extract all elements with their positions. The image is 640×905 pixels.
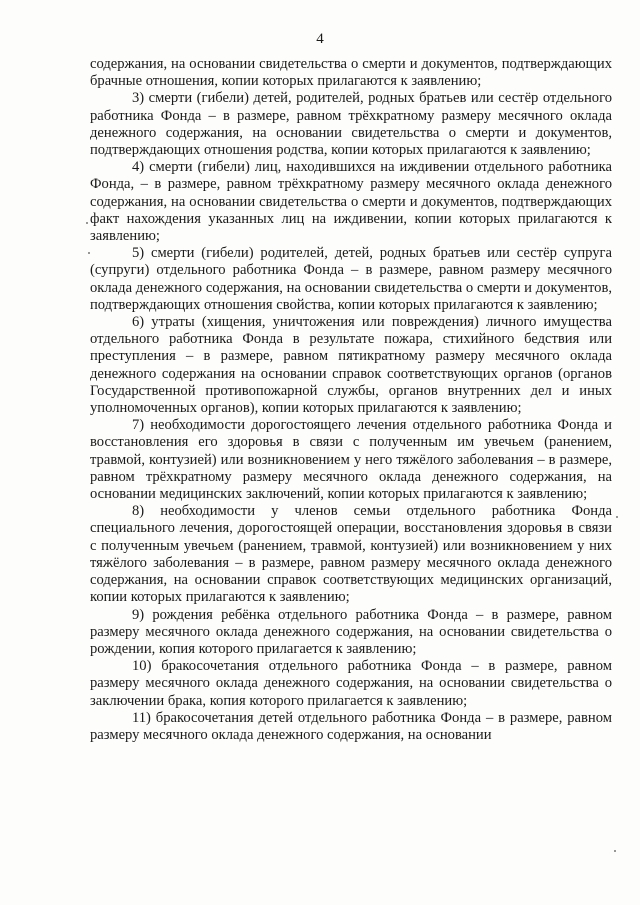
paragraph-item-4: 4) смерти (гибели) лиц, находившихся на иждивении отдельного работника Фонда, – в размере, равном трёхкратному размеру месячного оклада денежного содержания, на основании свидетельства о смерти и документов, подтверждающих факт нахождения указанных лиц на иждивении, копии которых прилагаются к заявлению; (90, 159, 612, 245)
paragraph-item-3: 3) смерти (гибели) детей, родителей, родных братьев или сестёр отдельного работника Фонда – в размере, равном трёхкратному размеру месячного оклада денежного содержания, на основании свидетельства о смерти и документов, подтверждающих отношения родства, копии которых прилагаются к заявлению; (90, 90, 612, 159)
page-number: 4 (316, 31, 324, 47)
scan-speck (616, 516, 618, 518)
scan-speck (88, 252, 90, 254)
scan-speck (614, 850, 616, 852)
paragraph-item-8: 8) необходимости у членов семьи отдельного работника Фонда специального лечения, дорогостоящей операции, восстановления здоровья в связи с полученным увечьем (ранением, травмой, контузией) или возникновением у них тяжёлого заболевания – в размере, равном размеру месячного оклада денежного содержания, на основании справок соответствующих медицинских организаций, копии которых прилагаются к заявлению; (90, 503, 612, 606)
scan-speck (86, 222, 88, 224)
paragraph-item-10: 10) бракосочетания отдельного работника Фонда – в размере, равном размеру месячного оклада денежного содержания, на основании свидетельства о заключении брака, копия которого прилагается к заявлению; (90, 658, 612, 709)
paragraph-item-11: 11) бракосочетания детей отдельного работника Фонда – в размере, равном размеру месячного оклада денежного содержания, на основании (90, 709, 612, 743)
paragraph-item-9: 9) рождения ребёнка отдельного работника Фонда – в размере, равном размеру месячного оклада денежного содержания, на основании свидетельства о рождении, копия которого прилагается к заявлению; (90, 606, 612, 657)
document-body (90, 56, 612, 744)
paragraph-continuation: содержания, на основании свидетельства о смерти и документов, подтверждающих брачные отношения, копии которых прилагаются к заявлению; (90, 56, 612, 90)
paragraph-item-5: 5) смерти (гибели) родителей, детей, родных братьев или сестёр супруга (супруги) отдельного работника Фонда – в размере, равном размеру месячного оклада денежного содержания, на основании свидетельства о смерти и документов, подтверждающих отношения свойства, копии которых прилагаются к заявлению; (90, 245, 612, 313)
paragraph-item-7: 7) необходимости дорогостоящего лечения отдельного работника Фонда и восстановления его здоровья в связи с полученным им увечьем (ранением, травмой, контузией) или возникновением у него тяжёлого заболевания – в размере, равном трёхкратному размеру месячного оклада денежного содержания, на основании медицинских заключений, копии которых прилагаются к заявлению; (90, 417, 612, 503)
paragraph-item-6: 6) утраты (хищения, уничтожения или повреждения) личного имущества отдельного работника Фонда в результате пожара, стихийного бедствия или преступления – в размере, равном пятикратному размеру месячного оклада денежного содержания на основании справок соответствующих органов (органов Государственной противопожарной службы, органов внутренних дел и иных уполномоченных органов), копии которых прилагаются к заявлению; (90, 314, 612, 417)
